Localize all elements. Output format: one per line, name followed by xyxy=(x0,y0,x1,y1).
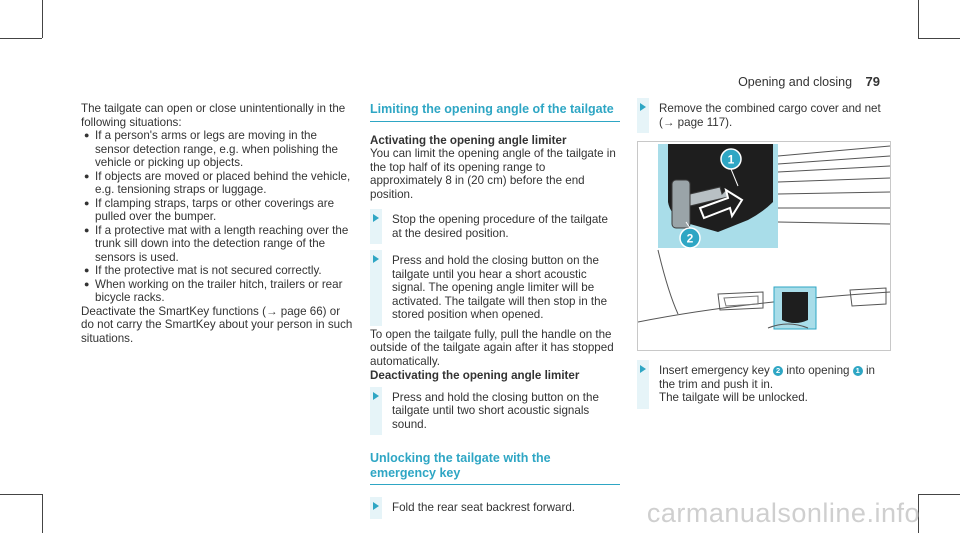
bullet-icon: ● xyxy=(84,278,90,289)
callout-badge-opening: 1 xyxy=(853,366,863,376)
crop-mark xyxy=(918,494,960,495)
right-column-lower xyxy=(637,364,889,405)
activating-paragraph: You can limit the opening angle of the tailgate in the top half of its opening range to approximately 8 in (20 cm) before the end position. xyxy=(370,147,616,201)
arrow-icon xyxy=(640,103,646,111)
step-item: Press and hold the closing button on the tailgate until two short acoustic signals sound. xyxy=(370,391,620,432)
callout-badge-key: 2 xyxy=(773,366,783,376)
subheading-deactivating: Deactivating the opening angle limiter xyxy=(370,369,580,382)
arrow-icon xyxy=(640,365,646,373)
bullet-icon: ● xyxy=(84,265,90,275)
header-section-title: Opening and closing xyxy=(738,75,853,89)
bullet-icon: ● xyxy=(84,130,90,140)
bullet-icon: ● xyxy=(84,197,90,208)
bullet-item: ● If clamping straps, tarps or other coverings are pulled over the bumper. xyxy=(84,196,335,223)
left-column xyxy=(81,102,353,345)
bullet-item: ● If a person's arms or legs are moving in the sensor detection range, e.g. when polishing the vehicle or picking up objects. xyxy=(84,129,338,169)
crop-mark xyxy=(42,494,43,533)
bullet-icon: ● xyxy=(84,170,90,181)
middle-column xyxy=(370,102,620,515)
running-header xyxy=(738,74,880,89)
arrow-icon xyxy=(373,214,379,222)
section-heading-unlocking: Unlocking the tailgate with the emergency key xyxy=(370,451,620,485)
bullet-item: ● If the protective mat is not secured correctly. xyxy=(84,264,322,277)
figure-illustration xyxy=(638,142,890,350)
closing-paragraph: Deactivate the SmartKey functions (→ page 66) or do not carry the SmartKey about your person in such situations. xyxy=(81,304,353,345)
bullet-icon: ● xyxy=(84,224,90,235)
crop-mark xyxy=(918,0,919,38)
figure-emergency-key xyxy=(637,141,891,351)
section-heading-limiting: Limiting the opening angle of the tailgate xyxy=(370,102,620,122)
crop-mark xyxy=(918,38,960,39)
arrow-icon xyxy=(373,255,379,263)
bullet-item: ● When working on the trailer hitch, trailers or rear bicycle racks. xyxy=(84,277,343,304)
step-item: Insert emergency key 2 into opening 1 in the trim and push it in. The tailgate will be unlocked. xyxy=(637,364,889,405)
step-item: Remove the combined cargo cover and net (→ page 117). xyxy=(637,102,889,129)
watermark: carmanualsonline.info xyxy=(646,498,920,528)
arrow-icon xyxy=(373,502,379,510)
figure-callout-2: 2 xyxy=(686,231,694,246)
step-result: The tailgate will be unlocked. xyxy=(659,391,808,404)
figure-callout-1: 1 xyxy=(727,152,735,167)
step-item: Fold the rear seat backrest forward. xyxy=(370,501,620,515)
page-number: 79 xyxy=(865,74,880,89)
crop-mark xyxy=(42,0,43,38)
step-item: Stop the opening procedure of the tailgate at the desired position. xyxy=(370,213,620,240)
bullet-item: ● If a protective mat with a length reaching over the trunk sill down into the detection range of the sensors is used. xyxy=(84,223,349,264)
right-column xyxy=(637,102,889,129)
crop-mark xyxy=(0,494,42,495)
subheading-activating: Activating the opening angle limiter xyxy=(370,133,567,147)
crop-mark xyxy=(0,38,42,39)
bullet-item: ● If objects are moved or placed behind the vehicle, e.g. tensioning straps or luggage. xyxy=(84,169,351,196)
intro-paragraph: The tailgate can open or close unintentionally in the following situations: xyxy=(81,102,346,129)
arrow-icon xyxy=(373,392,379,400)
open-fully-paragraph: To open the tailgate fully, pull the handle on the outside of the tailgate again after it has stopped automatically. xyxy=(370,327,614,368)
step-item: Press and hold the closing button on the tailgate until you hear a short acoustic signal. The opening angle limiter will be activated. The tailgate will then stop in the stored position when opened. xyxy=(370,254,620,322)
